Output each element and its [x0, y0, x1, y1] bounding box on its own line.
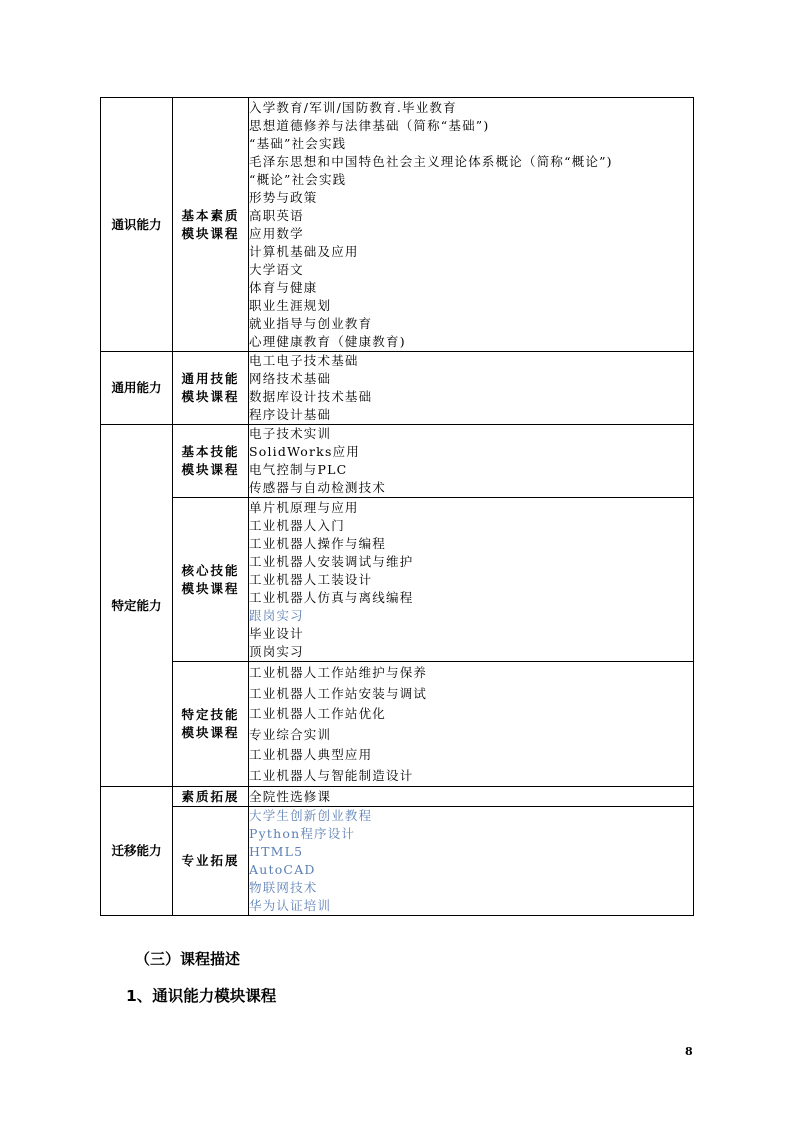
course-item: 入学教育/军训/国防教育.毕业教育: [249, 99, 457, 115]
table-row: [101, 787, 694, 807]
module-cell: [173, 662, 249, 787]
courses-cell: [249, 498, 694, 662]
module-name-line: 模块课程: [181, 389, 240, 404]
course-list: [249, 787, 693, 806]
module-name-line: 基本素质: [181, 207, 240, 223]
subsection-heading: 1、通识能力模块课程: [126, 987, 277, 1005]
courses-cell: [249, 787, 694, 807]
table-row: [101, 352, 694, 425]
module-name-line: 专业拓展: [181, 853, 240, 868]
course-item: 计算机基础及应用: [249, 243, 359, 259]
course-list: [249, 99, 693, 351]
course-list: [249, 807, 693, 915]
module-cell: [173, 498, 249, 662]
course-item: 物联网技术: [249, 880, 318, 895]
course-item: 工业机器人安装调试与维护: [249, 553, 414, 569]
course-item: 就业指导与创业教育: [249, 315, 373, 331]
module-cell: [173, 352, 249, 425]
course-item: 大学生创新创业教程: [249, 808, 373, 823]
course-item: 数据库设计技术基础: [249, 389, 373, 404]
course-list: [249, 425, 693, 497]
course-item: “基础”社会实践: [249, 135, 347, 151]
course-item: Python程序设计: [249, 826, 356, 841]
module-cell: [173, 787, 249, 807]
course-item: 职业生涯规划: [249, 297, 332, 313]
module-name-line: 模块课程: [181, 580, 240, 596]
section-heading: （三）课程描述: [135, 950, 241, 968]
module-cell: [173, 425, 249, 498]
courses-cell: [249, 98, 694, 352]
module-name-line: 基本技能: [181, 444, 240, 459]
course-item: 体育与健康: [249, 279, 318, 295]
module-name-line: 核心技能: [181, 562, 240, 578]
course-item: 思想道德修养与法律基础（简称“基础”): [249, 117, 490, 133]
module-cell: [173, 807, 249, 916]
courses-cell: [249, 807, 694, 916]
course-item: 高职英语: [249, 207, 304, 223]
course-list: [249, 499, 693, 661]
course-item: 毕业设计: [249, 625, 304, 641]
course-list: [249, 352, 693, 424]
table-row: [101, 662, 694, 787]
course-item: 电工电子技术基础: [249, 353, 359, 368]
course-item: 应用数学: [249, 225, 304, 241]
course-item: 跟岗实习: [249, 607, 304, 623]
course-item: HTML5: [249, 844, 304, 859]
course-item: 工业机器人仿真与离线编程: [249, 589, 414, 605]
ability-cell: 特定能力: [101, 425, 173, 787]
course-item: 华为认证培训: [249, 898, 332, 913]
module-name-line: 模块课程: [181, 725, 240, 740]
course-item: 工业机器人操作与编程: [249, 535, 387, 551]
course-item: 专业综合实训: [249, 726, 332, 742]
course-item: 工业机器人工作站安装与调试: [249, 685, 428, 701]
course-item: 网络技术基础: [249, 371, 332, 386]
course-item: 全院性选修课: [249, 789, 332, 804]
table-row: [101, 425, 694, 498]
course-item: 大学语文: [249, 261, 304, 277]
page-number: 8: [685, 1045, 693, 1058]
course-item: 传感器与自动检测技术: [249, 480, 387, 495]
module-name-line: 模块课程: [181, 225, 240, 241]
course-item: 工业机器人典型应用: [249, 747, 373, 762]
table-row: [101, 98, 694, 352]
course-item: 心理健康教育（健康教育): [249, 333, 406, 349]
course-item: 电气控制与PLC: [249, 462, 348, 477]
course-item: 毛泽东思想和中国特色社会主义理论体系概论（简称“概论”): [249, 153, 613, 169]
course-item: 工业机器人工装设计: [249, 571, 373, 587]
curriculum-table: [100, 97, 694, 916]
ability-cell: 迁移能力: [101, 787, 173, 916]
course-item: 工业机器人工作站优化: [249, 706, 387, 721]
module-name-line: 素质拓展: [181, 788, 240, 804]
course-item: 电子技术实训: [249, 426, 332, 441]
ability-cell: 通用能力: [101, 352, 173, 425]
module-cell: [173, 98, 249, 352]
module-name-line: 模块课程: [181, 462, 240, 477]
table-row: [101, 807, 694, 916]
module-name-line: 特定技能: [181, 707, 240, 722]
course-item: AutoCAD: [249, 862, 316, 877]
course-item: SolidWorks应用: [249, 444, 360, 459]
course-item: “概论”社会实践: [249, 171, 347, 187]
course-item: 单片机原理与应用: [249, 499, 359, 515]
course-item: 程序设计基础: [249, 407, 332, 422]
ability-cell: 通识能力: [101, 98, 173, 352]
table-row: [101, 498, 694, 662]
course-item: 工业机器人入门: [249, 517, 345, 533]
course-item: 工业机器人与智能制造设计: [249, 767, 414, 783]
course-list: [249, 662, 693, 786]
courses-cell: [249, 662, 694, 787]
course-item: 工业机器人工作站维护与保养: [249, 665, 428, 680]
courses-cell: [249, 425, 694, 498]
course-item: 形势与政策: [249, 189, 318, 205]
courses-cell: [249, 352, 694, 425]
module-name-line: 通用技能: [181, 371, 240, 386]
course-item: 顶岗实习: [249, 643, 304, 659]
